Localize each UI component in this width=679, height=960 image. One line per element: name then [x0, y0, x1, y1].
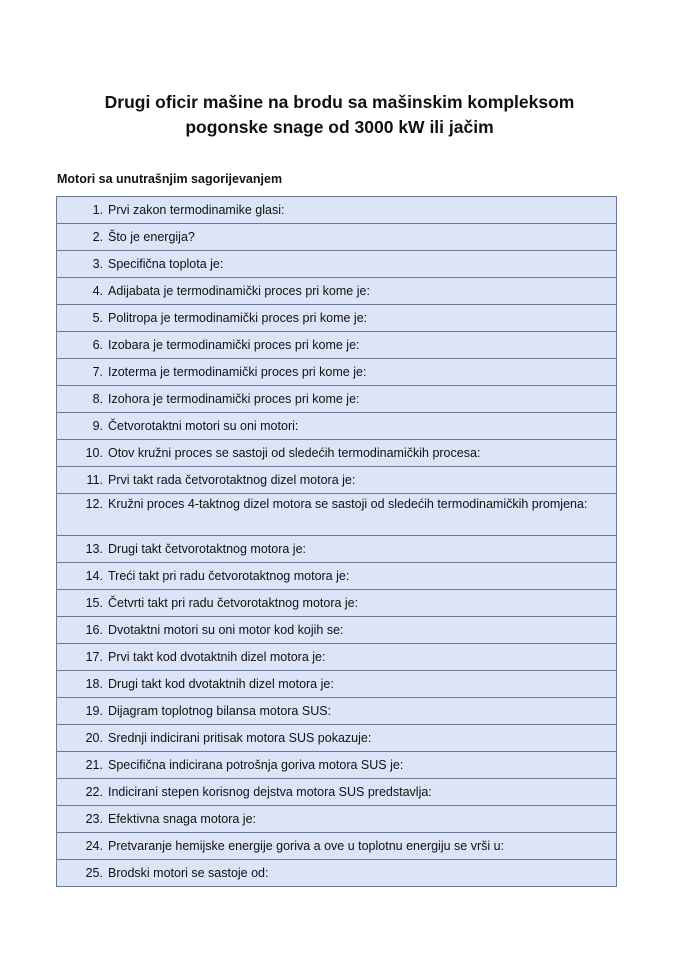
question-item — [57, 284, 616, 299]
question-text: Srednji indicirani pritisak motora SUS pokazuje: — [108, 730, 372, 745]
question-item — [57, 704, 616, 719]
question-text: Treći takt pri radu četvorotaktnog motora je: — [108, 568, 350, 583]
question-number: 17. — [85, 649, 103, 664]
question-cell — [57, 440, 617, 467]
question-item — [57, 542, 616, 557]
question-text: Indicirani stepen korisnog dejstva motora SUS predstavlja: — [108, 784, 432, 799]
question-item — [57, 812, 616, 827]
question-cell — [57, 278, 617, 305]
question-number: 6. — [92, 337, 103, 352]
question-number: 12. — [85, 497, 103, 511]
question-cell — [57, 671, 617, 698]
question-row — [57, 806, 617, 833]
question-row — [57, 833, 617, 860]
question-text: Adijabata je termodinamički proces pri kome je: — [108, 283, 370, 298]
question-text: Dijagram toplotnog bilansa motora SUS: — [108, 703, 332, 718]
question-cell — [57, 833, 617, 860]
question-cell — [57, 860, 617, 887]
question-row — [57, 752, 617, 779]
question-text: Drugi takt četvorotaktnog motora je: — [108, 541, 307, 556]
question-number: 23. — [85, 811, 103, 826]
question-number: 24. — [85, 838, 103, 853]
question-text: Brodski motori se sastoje od: — [108, 865, 269, 880]
question-text: Četvrti takt pri radu četvorotaktnog motora je: — [108, 595, 359, 610]
page-title-line-2: pogonske snage od 3000 kW ili jačim — [185, 117, 494, 137]
question-row — [57, 278, 617, 305]
question-number: 18. — [85, 676, 103, 691]
question-number: 14. — [85, 568, 103, 583]
question-item — [57, 785, 616, 800]
question-text: Četvorotaktni motori su oni motori: — [108, 418, 299, 433]
question-text: Izobara je termodinamički proces pri kome je: — [108, 337, 360, 352]
question-text: Politropa je termodinamički proces pri kome je: — [108, 310, 368, 325]
question-row — [57, 386, 617, 413]
question-text: Efektivna snaga motora je: — [108, 811, 256, 826]
question-item — [57, 623, 616, 638]
question-cell — [57, 386, 617, 413]
question-number: 19. — [85, 703, 103, 718]
question-cell — [57, 413, 617, 440]
question-text: Što je energija? — [108, 229, 195, 244]
question-number: 9. — [92, 418, 103, 433]
question-item — [57, 677, 616, 692]
question-cell — [57, 806, 617, 833]
question-item — [57, 731, 616, 746]
question-number: 4. — [92, 283, 103, 298]
question-number: 1. — [92, 202, 103, 217]
question-number: 2. — [92, 229, 103, 244]
question-item — [57, 650, 616, 665]
question-text: Prvi takt rada četvorotaktnog dizel motora je: — [108, 472, 356, 487]
question-text: Izohora je termodinamički proces pri kome je: — [108, 391, 360, 406]
question-cell — [57, 224, 617, 251]
question-item — [57, 494, 616, 512]
question-row — [57, 725, 617, 752]
question-text: Dvotaktni motori su oni motor kod kojih se: — [108, 622, 344, 637]
question-item — [57, 311, 616, 326]
question-item — [57, 446, 616, 461]
question-text: Pretvaranje hemijske energije goriva a ove u toplotnu energiju se vrši u: — [108, 838, 505, 853]
question-row — [57, 332, 617, 359]
question-text: Otov kružni proces se sastoji od sledećih termodinamičkih procesa: — [108, 445, 481, 460]
question-item — [57, 596, 616, 611]
question-number: 15. — [85, 595, 103, 610]
question-text: Kružni proces 4-taktnog dizel motora se sastoji od sledećih termodinamičkih promjena: — [108, 497, 588, 511]
question-cell — [57, 617, 617, 644]
question-item — [57, 338, 616, 353]
question-text: Drugi takt kod dvotaktnih dizel motora je: — [108, 676, 334, 691]
section-heading: Motori sa unutrašnjim sagorijevanjem — [57, 172, 283, 186]
question-row — [57, 467, 617, 494]
question-row — [57, 305, 617, 332]
question-row — [57, 671, 617, 698]
question-item — [57, 257, 616, 272]
question-text: Specifična indicirana potrošnja goriva motora SUS je: — [108, 757, 404, 772]
question-cell — [57, 779, 617, 806]
question-row — [57, 197, 617, 224]
question-cell — [57, 644, 617, 671]
question-item — [57, 230, 616, 245]
question-cell — [57, 563, 617, 590]
page-title-line-1: Drugi oficir mašine na brodu sa mašinskim kompleksom — [104, 92, 575, 112]
question-row — [57, 779, 617, 806]
question-cell — [57, 494, 617, 536]
question-cell — [57, 752, 617, 779]
question-number: 10. — [85, 445, 103, 460]
question-cell — [57, 305, 617, 332]
question-number: 25. — [85, 865, 103, 880]
question-text: Izoterma je termodinamički proces pri kome je: — [108, 364, 367, 379]
question-text: Prvi zakon termodinamike glasi: — [108, 202, 285, 217]
question-row — [57, 860, 617, 887]
question-cell — [57, 467, 617, 494]
question-text: Prvi takt kod dvotaktnih dizel motora je: — [108, 649, 326, 664]
question-number: 11. — [86, 472, 103, 487]
question-number: 3. — [92, 256, 103, 271]
question-cell — [57, 590, 617, 617]
question-number: 8. — [92, 391, 103, 406]
question-row — [57, 563, 617, 590]
question-row — [57, 698, 617, 725]
question-cell — [57, 536, 617, 563]
question-cell — [57, 359, 617, 386]
question-cell — [57, 698, 617, 725]
questions-table — [56, 196, 617, 887]
question-item — [57, 569, 616, 584]
question-row — [57, 440, 617, 467]
question-number: 13. — [85, 541, 103, 556]
question-row — [57, 536, 617, 563]
question-number: 22. — [85, 784, 103, 799]
question-row — [57, 251, 617, 278]
question-number: 21. — [85, 757, 103, 772]
question-number: 7. — [92, 364, 103, 379]
question-text: Specifična toplota je: — [108, 256, 224, 271]
question-item — [57, 866, 616, 881]
page-title — [0, 90, 679, 140]
question-row — [57, 413, 617, 440]
question-row — [57, 224, 617, 251]
question-number: 5. — [92, 310, 103, 325]
question-number: 16. — [85, 622, 103, 637]
question-row — [57, 617, 617, 644]
question-cell — [57, 725, 617, 752]
question-cell — [57, 332, 617, 359]
question-item — [57, 419, 616, 434]
question-item — [57, 758, 616, 773]
question-item — [57, 365, 616, 380]
question-item — [57, 392, 616, 407]
question-row — [57, 590, 617, 617]
question-item — [57, 203, 616, 218]
question-item — [57, 473, 616, 488]
question-cell — [57, 197, 617, 224]
question-row — [57, 644, 617, 671]
question-row — [57, 494, 617, 536]
question-number: 20. — [85, 730, 103, 745]
question-cell — [57, 251, 617, 278]
question-item — [57, 839, 616, 854]
question-row — [57, 359, 617, 386]
questions-table-body — [57, 197, 617, 887]
